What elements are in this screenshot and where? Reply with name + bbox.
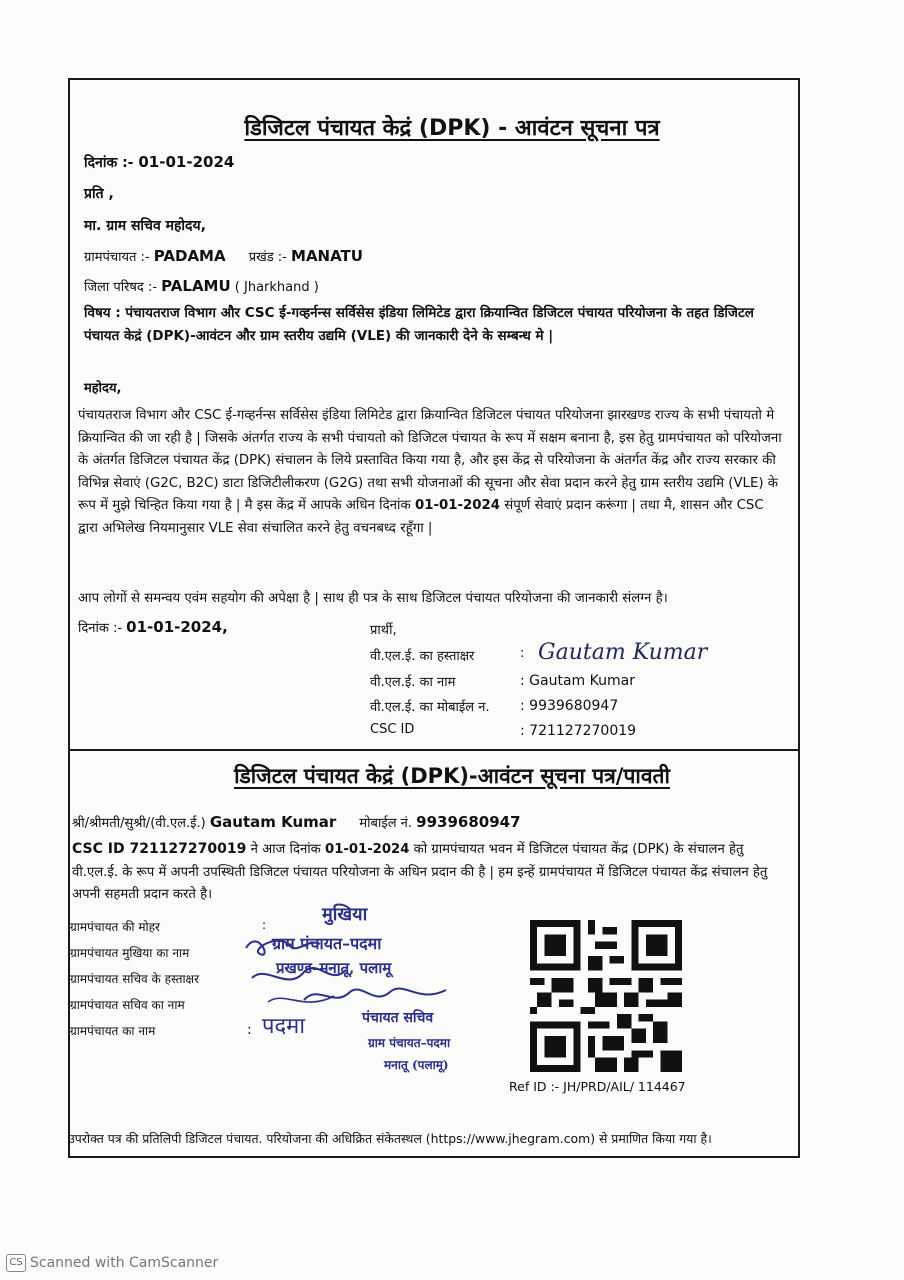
stamp-block: प्रखण्ड–मनातू, पलामू	[276, 959, 392, 977]
district-value: PALAMU	[161, 277, 231, 295]
state-name: ( Jharkhand )	[230, 280, 319, 295]
secretary-name-label: ग्रामपंचायत सचिव का नाम	[70, 998, 185, 1012]
block-label: प्रखंड :-	[248, 250, 292, 265]
camscanner-logo-icon: CS	[6, 1254, 26, 1272]
stamp-secretary-place: मनातू (पलामू)	[384, 1058, 449, 1072]
addressee: मा. ग्राम सचिव महोदय,	[84, 218, 206, 234]
receipt-text-part1: ने आज दिनांक	[246, 842, 326, 857]
receipt-mobile-label: मोबाईल नं.	[359, 816, 417, 831]
vle-name-label: वी.एल.ई. का नाम	[370, 675, 456, 690]
vle-signature-colon: :	[520, 646, 525, 661]
receipt-date: 01-01-2024	[325, 842, 410, 857]
district-line	[84, 276, 319, 295]
district-label: जिला परिषद :-	[84, 280, 162, 295]
letter-date	[84, 152, 234, 172]
panchayat-value: PADAMA	[153, 247, 226, 265]
section-divider	[70, 749, 800, 751]
receipt-person-line	[72, 812, 521, 831]
seal-colon: :	[262, 918, 267, 932]
panchayat-name-label: ग्रामपंचायत का नाम	[70, 1024, 156, 1038]
panchayat-block-line	[84, 246, 363, 265]
applicant-label: प्रार्थी,	[370, 623, 397, 638]
handwritten-panchayat-name: पदमा	[262, 1014, 306, 1039]
csc-id-label: CSC ID	[370, 722, 415, 737]
camscanner-watermark	[6, 1254, 218, 1272]
receipt-text-part2: को ग्रामपंचायत भवन में डिजिटल पंचायत केंद्र (DPK) के संचालन हेतु वी.एल.ई. के रूप में अपनी उपस्थिती डिजिटल पंचायत परियोजना के अधिन प्रदान की है | हम इन्हें ग्रामपंचायत में डिजिटल पंचायत केंद्र संचालन हेतु अपनी सहमती प्रदान करते है।	[72, 842, 768, 902]
body-date: 01-01-2024	[414, 498, 500, 513]
ref-id: Ref ID :- JH/PRD/AIL/ 114467	[509, 1079, 686, 1094]
receipt-title: डिजिटल पंचायत केद्रं (DPK)-आवंटन सूचना पत्र/पावती	[234, 764, 670, 788]
stamp-gram-panchayat: ग्राम पंचायत–पदमा	[272, 934, 382, 953]
stamp-secretary-panchayat: ग्राम पंचायत–पदमा	[368, 1036, 451, 1050]
qr-code-icon	[530, 920, 682, 1072]
receipt-csc: CSC ID 721127270019	[72, 841, 247, 857]
stamp-secretary: पंचायत सचिव	[362, 1010, 434, 1026]
panchayat-name-colon: :	[247, 1022, 252, 1038]
cooperation-line: आप लोगों से समन्वय एवंम सहयोग की अपेक्षा है | साथ ही पत्र के साथ डिजिटल पंचायत परियोजना की जानकारी संलग्न है।	[78, 591, 668, 606]
vle-signature-label: वी.एल.ई. का हस्ताक्षर	[370, 649, 475, 664]
panchayat-label: ग्रामपंचायत :-	[84, 250, 154, 265]
secretary-signature-icon	[300, 978, 450, 1012]
sign-date-value: 01-01-2024,	[126, 618, 228, 636]
csc-id-value: : 721127270019	[520, 723, 637, 739]
subject-paragraph: विषय : पंचायतराज विभाग और CSC ई-गव्हर्नन्स सर्विसेस इंडिया लिमिटेड द्वारा क्रियान्वित डिजिटल पंचायत परियोजना के तहत डिजिटल पंचायत केद्रं (DPK)-आवंटन और ग्राम स्तरीय उद्यमि (VLE) की जानकारी देने के सम्बन्ध मे |	[84, 305, 754, 344]
body-part1: पंचायतराज विभाग और CSC ई-गव्हर्नन्स सर्विसेस इंडिया लिमिटेड द्वारा क्रियान्वित डिजिटल पंचायत परियोजना झारखण्ड राज्य के सभी पंचायतो मे क्रियान्वित की जा रही है | जिसके अंतर्गत राज्य के सभी पंचायतो को डिजिटल पंचायत के रूप में सक्षम बनाना है, इस हेतु ग्रामपंचायत को परियोजना के अंतर्गत डिजिटल पंचायत केंद्र (DPK) संचालन के लिये प्रस्तावित किया गया है, और इस केंद्र से परियोजना के अंतर्गत केंद्र और राज्य सरकार की विभिन्न सेवाएं (G2C, B2C) डाटा डिजिटीलीकरण (G2G) तथा सभी योजनाओं की सूचना और सेवा प्रदान करने हेतु ग्राम स्तरीय उद्यमि (VLE) के रूप में मुझे चिन्हित किया गया है | मै इस केंद्र में आपके अधिन दिनांक	[78, 408, 782, 513]
date-value: 01-01-2024	[138, 153, 235, 171]
secretary-sign-label: ग्रामपंचायत सचिव के हस्ताक्षर	[70, 972, 200, 986]
footer-note: उपरोक्त पत्र की प्रतिलिपी डिजिटल पंचायत. परियोजना की अधिक्रित संकेतस्थल (https://www.jhegram.com) से प्रमाणित किया गया है।	[68, 1131, 712, 1146]
to-line: प्रति ,	[84, 186, 114, 202]
mukhiya-name-label: ग्रामपंचायत मुखिया का नाम	[70, 946, 190, 960]
allotment-title: डिजिटल पंचायत केद्रं (DPK) - आवंटन सूचना पत्र	[244, 116, 660, 141]
seal-label: ग्रामपंचायत की मोहर	[70, 920, 160, 934]
sign-date-label: दिनांक :-	[78, 621, 127, 636]
vle-mobile-value: : 9939680947	[520, 698, 619, 714]
person-name: Gautam Kumar	[209, 813, 337, 831]
date-label: दिनांक :-	[84, 155, 139, 171]
person-prefix: श्री/श्रीमती/सुश्री/(वी.एल.ई.)	[72, 816, 210, 831]
stamp-mukhiya: मुखिया	[322, 904, 368, 925]
camscanner-text: Scanned with CamScanner	[30, 1255, 219, 1271]
block-value: MANATU	[291, 247, 363, 265]
vle-mobile-label: वी.एल.ई. का मोबाईल न.	[370, 700, 490, 715]
salutation: महोदय,	[84, 381, 122, 396]
vle-handwritten-signature: Gautam Kumar	[538, 640, 708, 665]
vle-name-value: : Gautam Kumar	[520, 673, 635, 689]
receipt-paragraph	[72, 838, 788, 907]
receipt-mobile-value: 9939680947	[416, 813, 521, 831]
body-paragraph	[78, 405, 782, 540]
body-part2: संपूर्ण सेवाएं प्रदान करूंगा | तथा मै, शासन और CSC द्वारा अभिलेख नियमानुसार VLE सेवा संचालित करने हेतु वचनबध्द रहूँगा |	[78, 498, 764, 536]
sign-date	[78, 617, 228, 636]
